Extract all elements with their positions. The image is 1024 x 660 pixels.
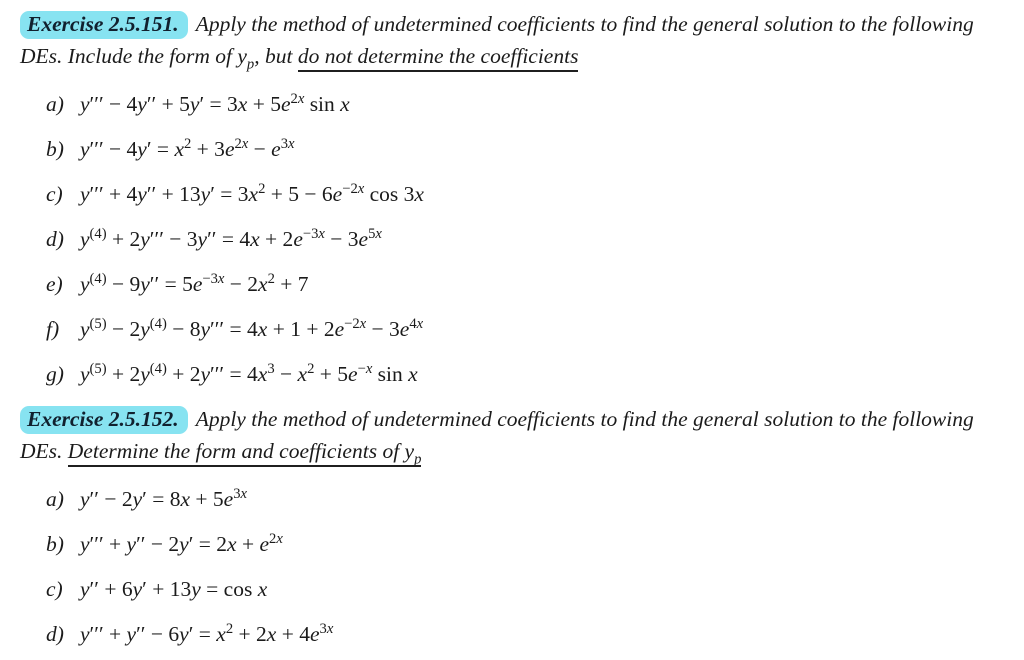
equation: $y^{(5)} + 2y^{(4)} + 2y''' = 4x^3 - x^2 + 5e^{-x}$ sin x [80,360,418,386]
item-label: d) [46,227,64,251]
equation-row-151-d [46,226,1002,252]
equation-row-151-c [46,181,1002,207]
exercise-152-number-badge: Exercise 2.5.152. [20,406,188,434]
exercise-152-instructions-underlined: Determine the form and coefficients of $y_p$ [67,439,422,468]
equation: $y^{(5)} - 2y^{(4)} - 8y''' = 4x + 1 + 2e^{-2x} - 3e^{4x}$ [80,315,424,341]
exercise-2-5-152 [20,403,1002,647]
exercise-151-instructions: Apply the method of undetermined coefficients to find the general solution to the following DEs. Include the form of $y_p$, but [20,12,974,73]
item-label: c) [46,182,63,206]
item-label: d) [46,622,64,646]
equation-row-151-e [46,271,1002,297]
equation-row-151-f [46,316,1002,342]
equation-row-152-d [46,621,1002,647]
item-label: f) [46,317,60,341]
exercise-152-header [20,403,1002,467]
equation: $y^{(4)} - 9y'' = 5e^{-3x} - 2x^2 + 7$ [80,270,309,296]
equation: $y'' - 2y' = 8x + 5e^{3x}$ [80,485,248,511]
exercise-2-5-151 [20,8,1002,387]
item-label: c) [46,577,63,601]
equation: $y''' + y'' - 2y' = 2x + e^{2x}$ [80,530,283,556]
equation: $y''' - 4y' = x^2 + 3e^{2x} - e^{3x}$ [80,135,295,161]
exercise-152-equation-list [46,486,1002,647]
equation-row-151-g [46,361,1002,387]
equation: $y''' - 4y'' + 5y' = 3x + 5e^{2x}$ sin x [80,90,350,116]
exercise-151-number-badge: Exercise 2.5.151. [20,11,188,39]
exercise-151-header [20,8,1002,72]
equation-row-151-a [46,91,1002,117]
item-label: a) [46,92,64,116]
exercise-151-instructions-underlined: do not determine the coefficients [298,44,579,72]
equation-row-152-a [46,486,1002,512]
equation: $y''' + y'' - 6y' = x^2 + 2x + 4e^{3x}$ [80,620,334,646]
item-label: b) [46,532,64,556]
item-label: b) [46,137,64,161]
equation-row-151-b [46,136,1002,162]
item-label: g) [46,362,64,386]
equation-row-152-b [46,531,1002,557]
equation: $y''' + 4y'' + 13y' = 3x^2 + 5 - 6e^{-2x}$ cos 3x [80,180,424,206]
equation: $y^{(4)} + 2y''' - 3y'' = 4x + 2e^{-3x} - 3e^{5x}$ [80,225,382,251]
equation: y′′ + 6y′ + 13y = cos x [80,577,268,601]
equation-row-152-c [46,576,1002,602]
item-label: a) [46,487,64,511]
exercise-151-equation-list [46,91,1002,387]
item-label: e) [46,272,63,296]
exercise-152-instructions: Apply the method of undetermined coefficients to find the general solution to the following DEs. [20,407,974,463]
